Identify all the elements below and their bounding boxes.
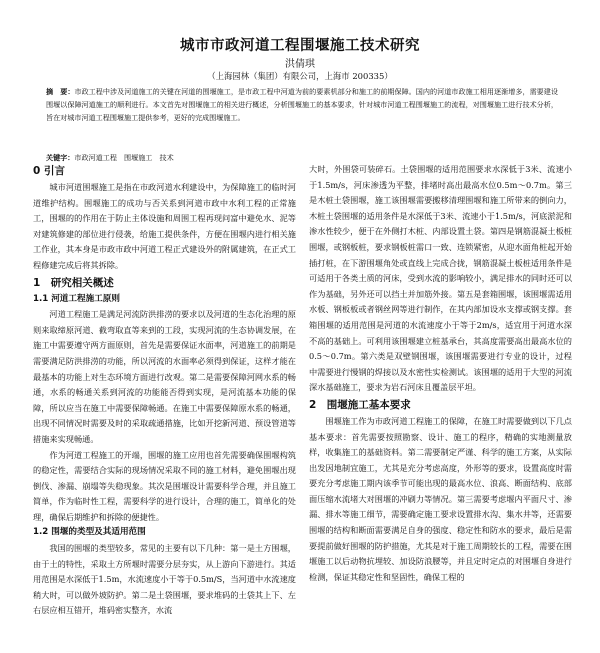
body-paragraph: 我国的围堰的类型较多，常见的主要有以下几种：第一是土方围堰，由于土的特性，采取土方所堰时需要分层夯实，从上游向下游进行。其适用范围是水深低于1.5m，水流速度小于等于0.5m/S，当河道中水流速度稍大时，可以做外坡防护。第二是土袋围堰，要求堆码的土袋其上下、左右层应相互错开，堆码密实整齐，水流 (33, 543, 296, 616)
subsection-heading: 1.1 河道工程施工原则 (33, 293, 120, 304)
right-column (309, 162, 572, 585)
section-heading: 0 引言 (33, 165, 65, 177)
body-paragraph: 大时，外围袋可装碎石。土袋围堰的适用范围要求水深低于3米、流速小于1.5m/s，河床渗透为平整，排堵时高出最高水位0.5m～0.7m。第三是木桩土袋围堰，施工该围堰需要搬移清理围堰和施工所带来的倒向力，木桩土袋围堰的适用条件是水深低于3米、流速小于1.5m/s，河底淤泥和渗水性较少，便于在外侧打木桩、内部设置土袋。第四是钢筋混凝土板桩围堰，或钢板桩，要求钢板桩需口一致、连锁紧密，从迎水面角桩起开始插打桩，在下游围堰角处或直线上完成合拢，钢筋混凝土板桩适用条件是可适用于各类土质的河床，受到水流的影响较小，满足排水的同时还可以作为基础，另外还可以挡土并加筋外接。第五是套箱围堰，该围堰需适用水板、钢板板或者钢丝网等进行制作，在其内部加设水支撑或钢支撑。套箱围堰的适用范围是河道的水流速度小于等于2m/s，适宜用于河道水深不高的基础上。可利用该围堰建立桩基承台，其高度需要高出最高水位的0.5～0.7m。第六类是双壁钢围堰，该围堰需要进行专业的设计，过程中需要进行慢钢的焊接以及水密性实检测试。该围堰的适用于大型的河流深水基础施工，要求为岩石河床且覆盖层平坦。 (309, 164, 572, 393)
abstract (46, 85, 558, 124)
left-column (33, 162, 296, 619)
body-paragraph: 作为河道工程施工的开端，围堰的施工应用也首先需要确保围堰构筑的稳定性，需要结合实际的现场情况采取不同的施工材料，避免围堰出现倒伐、渗漏、崩塌等失稳现象。其次是围堰设计需要科学合理，并且施工简单，作为临时性工程，需要科学的进行设计，合理的施工，简单化的处理，确保后期维护和拆除的便捷性。 (33, 449, 296, 522)
body-paragraph: 城市河道围堰施工是指在市政河道水利建设中，为保障施工的临时河道维护结构。围堰施工的成功与否关系到河道市政中水利工程的正常施工，围堰的的作用在于防止主体设施和周围工程再现问富中避免水、泥等对建筑修建的部位进行侵袭，给施工提供条件，方便在围堰内进行相关施工作业，其本身是市政市政中河道工程正式建设外的附属建筑，在正式工程修建完成后将其拆除。 (33, 182, 296, 270)
paper-title: 城市市政河道工程围堰施工技术研究 (180, 38, 420, 54)
keywords-text: 市政河道工程 围堰施工 技术 (74, 153, 174, 162)
abstract-label: 摘 要： (46, 87, 75, 96)
subsection-heading: 1.2 围堰的类型及其适用范围 (33, 527, 146, 538)
keywords-label: 关键字： (46, 153, 75, 162)
author-name: 洪倩琪 (285, 59, 315, 70)
abstract-text: 市政工程中涉及河道施工的关键在河道的围堰施工，是市政工程中河道为前的要素机部分和施工的前期保障。国内的河道市政施工相用逐渐增多，需要建设围堰以保障河道施工的顺利进行。本文首先对围堰施工的相关进行概述，分析围堰施工的基本要求，针对城市河道工程围堰施工的流程，对围堰施工进行技术分析，旨在对城市河道工程围堰施工提供参考，更好的完成围堰施工。 (46, 87, 559, 122)
body-paragraph: 河道工程施工是满足河流防洪排涝的要求以及河道的生态化治理的原则来取缔原河道、截弯取直等来到的工段，实现河流的生态协调发展，在施工中需要遵守两方面原则，首先是需要保证水面率，河道施工的前期是需要满足防洪排涝的功能，所以河流的水面率必须得到保证，这样才能在最基本的功能上对生态环境方面进行改观。第二是需要保障河网水系的畅通，水系的畅通关系到河流的功能能否得到实现，是河流基本功能的保障，所以应当在施工中需要保障畅通。在施工中需要保障原水系的畅通，出现不同情况时需要及时的采取疏通措施，比如开挖新河道、预设管道等措施来实现畅通。 (33, 309, 296, 444)
section-heading: 2 围堰施工基本要求 (309, 398, 411, 411)
section-heading: 1 研究相关概述 (33, 276, 114, 289)
author-affiliation: （上海园林（集团）有限公司，上海市 200335） (207, 71, 393, 81)
body-paragraph: 围堰施工作为市政河道工程施工的保障，在施工时需要做到以下几点基本要求：首先需要按照勘察、设计、施工的程序，精确的实地测量放样，收集施工的基础资料。第二需要制定严谨、科学的施工方案，从实际出发因地制宜施工，尤其是充分考虑高度，外形等的要求，设置高度时需要充分考虑施工期内该季节可能出现的最高水位、浪高、断面结构、底部面压缩水流堵大对围堰的冲刷力等情况。第三需要考虑堰内平面尺寸、渗漏、排水等施工细节，需要确定施工要求设置排水沟、集水井等，还需要围堰的结构和断面需要满足自身的强度、稳定性和防水的要求，最后是需要提前做好围堰的防护措施，尤其是对于施工周期较长的工程，需要在围堰施工以后动物抗埋较、加设防浪腰等，并且定时定点的对围堰自身进行检测，保证其稳定性和坚固性，确保工程的 (309, 415, 572, 582)
